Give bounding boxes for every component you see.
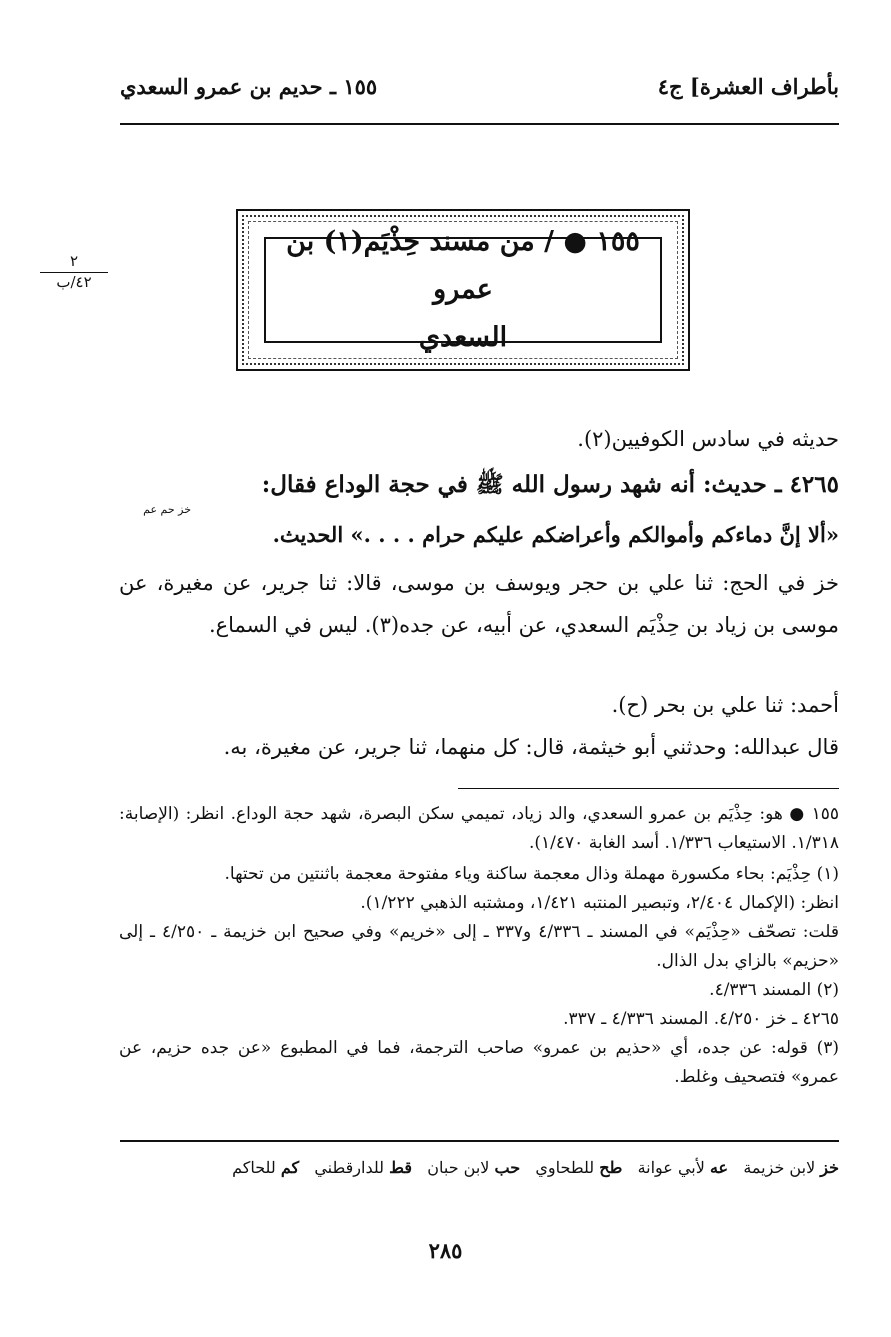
hadith-text: «ألا إنَّ دماءكم وأموالكم وأعراضكم عليكم حرام . . . .» الحديث. <box>272 522 839 547</box>
footnote-bio: ١٥٥ ● هو: حِذْيَم بن عمرو السعدي، والد زياد، تميمي سكن البصرة، شهد حجة الوداع. انظر: (الإصابة: ١/٣١٨. الاستيعاب ١/٣٣٦. أسد الغابة ١/٤٧٠). <box>119 804 839 853</box>
footnote-1-refs: انظر: (الإكمال ٢/٤٠٤، وتبصير المنتبه ١/٤٢١، ومشتبه الذهبي ١/٢٢٢). <box>360 893 839 913</box>
footnote-3: (٣) قوله: عن جده، أي «حذيم بن عمرو» صاحب الترجمة، فما في المطبوع «عن جده حزيم، عن عمرو» فتصحيف وغلط. <box>119 1038 839 1087</box>
abdullah-line: قال عبدالله: وحدثني أبو خيثمة، قال: كل منهما، ثنا جرير، عن مغيرة، به. <box>223 735 839 759</box>
abbr-value-2: لأبي عوانة <box>637 1158 705 1177</box>
abbr-key-6: كم <box>280 1158 300 1177</box>
footnote-2: (٢) المسند ٤/٣٣٦. <box>709 980 839 1000</box>
margin-note-bottom: ٤٢/ب <box>56 273 92 291</box>
abbr-value-4: لابن حبان <box>427 1158 490 1177</box>
footnote-hadith-refs: ٤٢٦٥ ـ خز ٤/٢٥٠. المسند ٤/٣٣٦ ـ ٣٣٧. <box>563 1009 839 1029</box>
abbr-value-6: للحاكم <box>232 1158 276 1177</box>
abbr-key-2: عه <box>709 1158 729 1177</box>
abbr-value-5: للدارقطني <box>314 1158 385 1177</box>
hadith-sigla: خز حم عم <box>143 503 191 516</box>
header-rule <box>120 123 839 125</box>
abbr-value-3: للطحاوي <box>535 1158 595 1177</box>
chapter-title-line2: السعدي <box>418 322 508 353</box>
running-header-left: ١٥٥ ـ حديم بن عمرو السعدي <box>120 74 378 99</box>
footnote-1: (١) حِذْيَم: بحاء مكسورة مهملة وذال معجمة ساكنة وياء مفتوحة معجمة باثنتين من تحتها. <box>224 864 839 884</box>
intro-line: حديثه في سادس الكوفيين(٢). <box>577 427 839 451</box>
running-header-right: بأطراف العشرة] ج٤ <box>657 74 839 99</box>
ahmad-line: أحمد: ثنا علي بن بحر (ح). <box>611 693 839 717</box>
footnote-1-note: قلت: تصحّف «حِذْيَم» في المسند ـ ٤/٣٣٦ و٣٣٧ ـ إلى «خريم» وفي صحيح ابن خزيمة ـ ٤/٢٥٠ ـ إلى «حزيم» بالزاي بدل الذال. <box>119 922 839 971</box>
hadith-heading: ٤٢٦٥ ـ حديث: أنه شهد رسول الله ﷺ في حجة الوداع فقال: <box>261 471 839 498</box>
abbr-key-3: طح <box>599 1158 623 1177</box>
chapter-title-frame <box>236 209 690 371</box>
abbr-key-5: قط <box>389 1158 412 1177</box>
bottom-rule <box>120 1140 839 1142</box>
abbr-key-4: حب <box>494 1158 521 1177</box>
margin-note <box>40 252 108 291</box>
margin-note-top: ٢ <box>40 252 108 273</box>
page-number: ٢٨٥ <box>428 1238 463 1263</box>
chapter-title-line1: ١٥٥ ● / من مسند حِذْيَم(١) بن عمرو <box>286 226 640 305</box>
footnote-rule <box>458 788 839 789</box>
isnad-paragraph: خز في الحج: ثنا علي بن حجر ويوسف بن موسى، قالا: ثنا جرير، عن مغيرة، عن موسى بن زياد بن حِذْيَم السعدي، عن أبيه، عن جده(٣). ليس في السماع. <box>119 571 839 637</box>
abbreviation-key <box>119 1158 839 1177</box>
abbr-key-1: خز <box>820 1158 839 1177</box>
chapter-title <box>264 226 662 353</box>
abbr-value-1: لابن خزيمة <box>743 1158 816 1177</box>
